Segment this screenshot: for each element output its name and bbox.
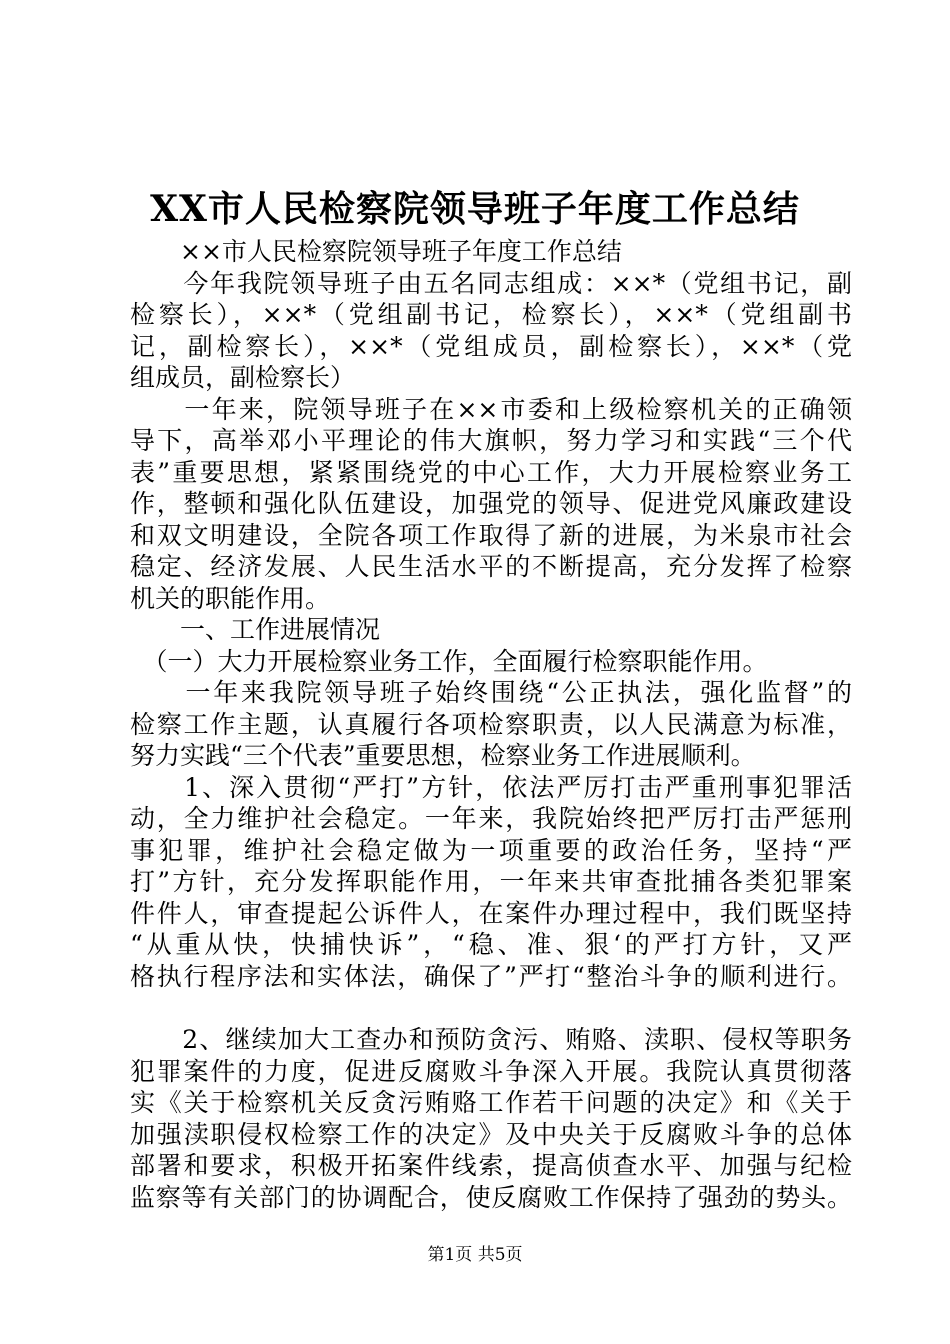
paragraph-gap <box>130 992 852 1024</box>
text-line: 一年来，院领导班子在××市委和上级检察机关的正确领 <box>130 394 852 424</box>
text-line: 格执行程序法和实体法，确保了”严打“整治斗争的顺利进行。 <box>130 961 852 991</box>
document-body <box>130 236 852 1213</box>
text-line: 部署和要求，积极开拓案件线索，提高侦查水平、加强与纪检 <box>130 1151 852 1180</box>
text-line: ××市人民检察院领导班子年度工作总结 <box>130 237 622 266</box>
text-line: 加强渎职侵权检察工作的决定》及中央关于反腐败斗争的总体 <box>130 1119 852 1149</box>
document-title: XX市人民检察院领导班子年度工作总结 <box>150 188 800 230</box>
text-line: 检察工作主题，认真履行各项检察职责，以人民满意为标准， <box>130 709 852 739</box>
text-line: 检察长），××*（党组副书记，检察长），××*（党组副书 <box>130 300 852 329</box>
text-line: 和双文明建设，全院各项工作取得了新的进展，为米泉市社会 <box>130 520 852 550</box>
text-line: “从重从快，快捕快诉”，“稳、准、狠‘的严打方针，又严 <box>130 930 852 959</box>
text-line: 稳定、经济发展、人民生活水平的不断提高，充分发挥了检察 <box>130 552 852 581</box>
text-line: 实《关于检察机关反贪污贿赂工作若干问题的决定》和《关于 <box>130 1088 852 1117</box>
text-line: 打”方针，充分发挥职能作用，一年来共审查批捕各类犯罪案 <box>130 867 852 896</box>
text-line: 导下，高举邓小平理论的伟大旗帜，努力学习和实践“三个代 <box>130 426 852 455</box>
text-line: 件件人，审查提起公诉件人，在案件办理过程中，我们既坚持 <box>130 898 852 928</box>
text-line: 表”重要思想，紧紧围绕党的中心工作，大力开展检察业务工 <box>130 457 852 487</box>
text-line: 犯罪案件的力度，促进反腐败斗争深入开展。我院认真贯彻落 <box>130 1056 852 1086</box>
text-line: 记，副检察长），××*（党组成员，副检察长），××*（党 <box>130 331 852 361</box>
text-line: 组成员，副检察长） <box>130 363 356 392</box>
text-line: 今年我院领导班子由五名同志组成：××*（党组书记，副 <box>130 268 852 298</box>
page-footer: 第1页 共5页 <box>427 1245 523 1265</box>
text-line: 机关的职能作用。 <box>130 583 331 613</box>
text-line: 一年来我院领导班子始终围绕“公正执法，强化监督”的 <box>130 678 852 707</box>
text-line: 作，整顿和强化队伍建设，加强党的领导、促进党风廉政建设 <box>130 489 852 518</box>
text-line: 动，全力维护社会稳定。一年来，我院始终把严厉打击严惩刑 <box>130 804 852 833</box>
text-line: （一）大力开展检察业务工作，全面履行检察职能作用。 <box>130 646 768 676</box>
text-line: 1、深入贯彻“严打”方针，依法严厉打击严重刑事犯罪活 <box>130 772 852 802</box>
text-line: 一、工作进展情况 <box>130 615 381 644</box>
text-line: 监察等有关部门的协调配合，使反腐败工作保持了强劲的势头。 <box>130 1182 852 1212</box>
text-line: 事犯罪，维护社会稳定做为一项重要的政治任务，坚持“严 <box>130 835 852 865</box>
text-line: 2、继续加大工查办和预防贪污、贿赂、渎职、侵权等职务 <box>130 1025 852 1054</box>
text-line: 努力实践“三个代表”重要思想，检察业务工作进展顺利。 <box>130 741 756 770</box>
